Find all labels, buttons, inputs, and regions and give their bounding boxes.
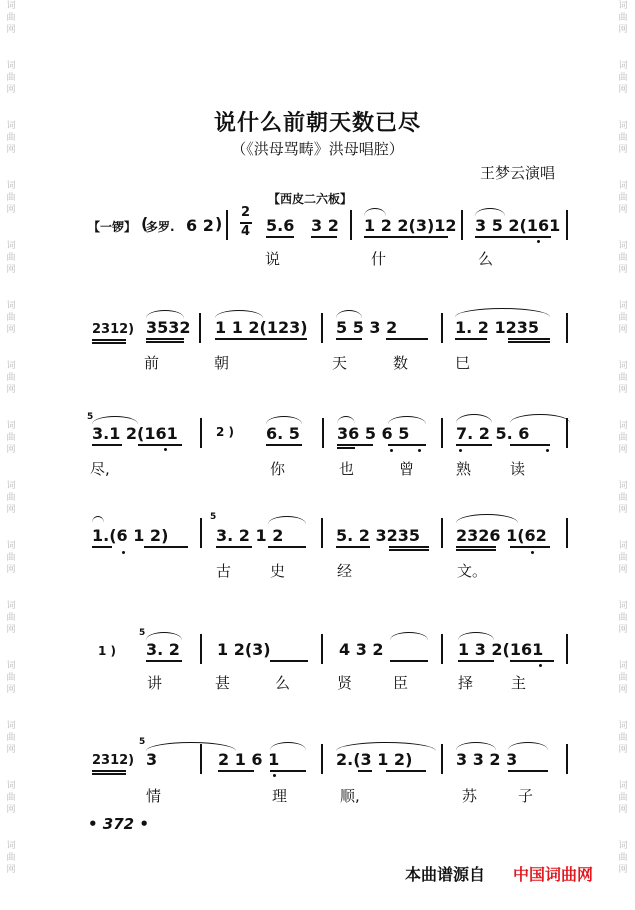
- notes: 1.(6 1 2): [92, 526, 169, 545]
- watermark-glyph: 词: [6, 481, 16, 491]
- watermark-stack: [4, 300, 18, 336]
- underline: [364, 236, 448, 238]
- lyric: 理: [272, 787, 288, 805]
- barline: [441, 518, 443, 548]
- watermark-glyph: 网: [618, 205, 628, 215]
- notes: 3 2: [311, 216, 339, 235]
- watermark-glyph: 词: [6, 1, 16, 11]
- watermark-glyph: 网: [6, 325, 16, 335]
- barline: [321, 313, 323, 343]
- watermark-glyph: 词: [6, 661, 16, 671]
- watermark-glyph: 网: [618, 265, 628, 275]
- watermark-stack: [4, 0, 18, 36]
- notes: 1. 2 1235: [455, 318, 540, 337]
- lyric: 天: [332, 354, 348, 372]
- lyric: 苏: [462, 787, 478, 805]
- lyric: 什: [371, 250, 387, 268]
- lyric: 臣: [393, 674, 409, 692]
- lyric: 么: [478, 250, 494, 268]
- watermark-glyph: 词: [6, 421, 16, 431]
- notes: 3 5 2(161: [475, 216, 561, 235]
- barline: [200, 634, 202, 664]
- watermark-glyph: 词: [6, 361, 16, 371]
- underline: [92, 773, 126, 775]
- watermark-glyph: 词: [618, 1, 628, 11]
- barline: [566, 313, 568, 343]
- watermark-stack: [616, 300, 630, 336]
- barline: [566, 418, 568, 448]
- watermark-glyph: 词: [618, 481, 628, 491]
- watermark-stack: [616, 360, 630, 396]
- low-dot: [164, 448, 167, 451]
- lyric: 经: [337, 562, 353, 580]
- watermark-glyph: 网: [6, 805, 16, 815]
- song-title: 说什么前朝天数已尽: [213, 111, 421, 136]
- grace-note: 5: [139, 737, 146, 747]
- song-subtitle: （《洪母骂畴》洪母唱腔）: [231, 140, 404, 158]
- watermark-stack: [4, 840, 18, 876]
- watermark-glyph: 曲: [6, 673, 16, 683]
- lyric: 巳: [455, 354, 471, 372]
- barline: [441, 634, 443, 664]
- watermark-glyph: 网: [618, 25, 628, 35]
- barline: [350, 210, 352, 240]
- watermark-glyph: 网: [618, 145, 628, 155]
- watermark-glyph: 网: [6, 205, 16, 215]
- barline: [200, 418, 202, 448]
- watermark-glyph: 网: [6, 505, 16, 515]
- barline: [441, 744, 443, 774]
- watermark-glyph: 曲: [6, 193, 16, 203]
- notes: 7. 2 5. 6: [456, 424, 530, 443]
- lyric: 么: [275, 674, 291, 692]
- underline: [389, 546, 429, 548]
- underline: [455, 338, 487, 340]
- lyric: 数: [393, 354, 409, 372]
- watermark-glyph: 词: [6, 721, 16, 731]
- underline: [144, 546, 188, 548]
- watermark-glyph: 网: [6, 265, 16, 275]
- underline: [268, 546, 306, 548]
- watermark-glyph: 网: [618, 565, 628, 575]
- watermark-glyph: 网: [6, 745, 16, 755]
- watermark-glyph: 网: [6, 145, 16, 155]
- watermark-stack: [4, 240, 18, 276]
- watermark-stack: [616, 180, 630, 216]
- lyric: 情: [146, 787, 162, 805]
- barline: [566, 518, 568, 548]
- slur: [455, 308, 550, 317]
- watermark-stack: [616, 240, 630, 276]
- lyric: 甚: [215, 674, 231, 692]
- lyric: 曾: [399, 460, 415, 478]
- watermark-glyph: 网: [618, 325, 628, 335]
- watermark-stack: [4, 360, 18, 396]
- underline: [358, 770, 372, 772]
- underline: [456, 549, 496, 551]
- underline: [475, 236, 551, 238]
- tempo-mark: 【西皮二六板】: [268, 192, 353, 206]
- watermark-glyph: 曲: [6, 133, 16, 143]
- underline: [218, 770, 254, 772]
- grace-note: 5: [210, 512, 217, 522]
- slur: [266, 416, 302, 424]
- watermark-glyph: 词: [618, 781, 628, 791]
- underline: [216, 546, 252, 548]
- watermark-stack: [4, 780, 18, 816]
- watermark-glyph: 词: [6, 61, 16, 71]
- watermark-glyph: 网: [6, 445, 16, 455]
- watermark-stack: [4, 540, 18, 576]
- underline: [266, 236, 294, 238]
- watermark-glyph: 网: [618, 745, 628, 755]
- watermark-stack: [616, 60, 630, 96]
- watermark-glyph: 曲: [618, 553, 628, 563]
- watermark-stack: [616, 780, 630, 816]
- lyric: 史: [270, 562, 286, 580]
- slur: [456, 742, 496, 750]
- lyric: 尽,: [90, 460, 110, 478]
- lyric: 择: [458, 674, 474, 692]
- notes: 3.1 2(161: [92, 424, 178, 443]
- notes: 3: [146, 750, 158, 769]
- watermark-glyph: 曲: [6, 493, 16, 503]
- barline: [199, 313, 201, 343]
- watermark-glyph: 网: [618, 385, 628, 395]
- watermark-glyph: 曲: [618, 193, 628, 203]
- watermark-glyph: 词: [618, 301, 628, 311]
- watermark-glyph: 网: [618, 805, 628, 815]
- watermark-glyph: 曲: [6, 853, 16, 863]
- watermark-glyph: 曲: [6, 553, 16, 563]
- underline: [92, 546, 112, 548]
- barline: [461, 210, 463, 240]
- source-label: 本曲谱源自: [405, 865, 486, 884]
- watermark-glyph: 曲: [6, 313, 16, 323]
- paren: ): [215, 214, 223, 233]
- lyric: 朝: [214, 354, 230, 372]
- slur: [510, 414, 570, 423]
- performer-credit: 王梦云演唱: [479, 164, 555, 182]
- notes: 3 3 2 3: [456, 750, 518, 769]
- time-signature-denominator: 4: [241, 224, 251, 239]
- notes: 2312): [92, 753, 135, 768]
- watermark-glyph: 词: [6, 121, 16, 131]
- watermark-glyph: 词: [6, 841, 16, 851]
- watermark-stack: [4, 60, 18, 96]
- slur: [215, 310, 263, 318]
- underline: [508, 341, 550, 343]
- watermark-stack: [616, 420, 630, 456]
- slur: [146, 632, 182, 640]
- underline: [266, 444, 302, 446]
- watermark-glyph: 词: [618, 241, 628, 251]
- dunluo-mark: 多罗.: [146, 220, 175, 234]
- notes: 2 ): [216, 425, 235, 439]
- watermark-glyph: 曲: [618, 313, 628, 323]
- slur: [268, 516, 306, 524]
- site-name: 中国词曲网: [513, 865, 594, 884]
- slur: [336, 742, 436, 751]
- notes: 5 5 3 2: [336, 318, 398, 337]
- watermark-glyph: 网: [618, 85, 628, 95]
- underline: [336, 546, 370, 548]
- notes: 2326 1(62: [456, 526, 547, 545]
- paren: (: [141, 214, 149, 233]
- watermark-glyph: 曲: [618, 613, 628, 623]
- watermark-stack: [4, 420, 18, 456]
- lyric: 顺,: [340, 787, 360, 805]
- watermark-glyph: 曲: [618, 373, 628, 383]
- notes: 2.(3 1 2): [336, 750, 413, 769]
- notes: 5. 2 3235: [336, 526, 421, 545]
- underline: [390, 660, 428, 662]
- watermark-stack: [4, 480, 18, 516]
- lyric: 也: [339, 460, 355, 478]
- notes: 1 1 2(123): [215, 318, 308, 337]
- watermark-stack: [616, 660, 630, 696]
- lyric: 读: [510, 460, 526, 478]
- watermark-glyph: 词: [618, 181, 628, 191]
- slur: [336, 310, 362, 318]
- barline: [441, 313, 443, 343]
- slur: [364, 208, 386, 216]
- watermark-glyph: 网: [6, 625, 16, 635]
- barline: [566, 634, 568, 664]
- underline: [215, 338, 307, 340]
- underline: [508, 338, 550, 340]
- watermark-glyph: 词: [618, 721, 628, 731]
- lyric: 你: [270, 460, 286, 478]
- watermark-glyph: 网: [6, 85, 16, 95]
- barline: [322, 418, 324, 448]
- watermark-glyph: 词: [618, 421, 628, 431]
- underline: [337, 447, 355, 449]
- slur: [337, 416, 355, 424]
- watermark-glyph: 曲: [618, 793, 628, 803]
- underline: [510, 444, 550, 446]
- watermark-stack: [4, 180, 18, 216]
- watermark-stack: [616, 840, 630, 876]
- underline: [508, 770, 548, 772]
- watermark-stack: [616, 540, 630, 576]
- watermark-glyph: 曲: [618, 13, 628, 23]
- watermark-glyph: 曲: [6, 793, 16, 803]
- watermark-glyph: 网: [6, 565, 16, 575]
- watermark-glyph: 网: [6, 685, 16, 695]
- underline: [386, 770, 426, 772]
- watermark-glyph: 曲: [618, 133, 628, 143]
- watermark-glyph: 曲: [618, 433, 628, 443]
- underline: [270, 660, 308, 662]
- notes: 6. 5: [266, 424, 300, 443]
- watermark-glyph: 曲: [6, 613, 16, 623]
- underline: [146, 341, 184, 343]
- underline: [146, 660, 182, 662]
- time-signature-numerator: 2: [241, 205, 251, 220]
- underline: [337, 444, 373, 446]
- notes: 3. 2 1 2: [216, 526, 284, 545]
- notes: 1 ): [98, 644, 117, 658]
- watermark-glyph: 词: [618, 841, 628, 851]
- underline: [146, 338, 184, 340]
- watermark-glyph: 曲: [6, 253, 16, 263]
- underline: [388, 444, 426, 446]
- low-dot: [537, 240, 540, 243]
- barline: [566, 744, 568, 774]
- barline: [321, 634, 323, 664]
- underline: [458, 660, 494, 662]
- watermark-glyph: 网: [6, 865, 16, 875]
- grace-note: 5: [139, 628, 146, 638]
- low-dot: [459, 449, 462, 452]
- low-dot: [122, 551, 125, 554]
- watermark-stack: [616, 0, 630, 36]
- underline: [510, 546, 550, 548]
- watermark-glyph: 词: [6, 541, 16, 551]
- watermark-glyph: 网: [618, 865, 628, 875]
- watermark-glyph: 曲: [6, 433, 16, 443]
- watermark-glyph: 网: [618, 445, 628, 455]
- underline: [311, 236, 337, 238]
- slur: [146, 310, 184, 318]
- watermark-glyph: 曲: [6, 13, 16, 23]
- underline: [92, 339, 126, 341]
- low-dot: [531, 551, 534, 554]
- barline: [566, 210, 568, 240]
- watermark-glyph: 曲: [618, 73, 628, 83]
- watermark-stack: [616, 600, 630, 636]
- watermark-glyph: 网: [6, 385, 16, 395]
- lyric: 说: [265, 250, 281, 268]
- watermark-glyph: 词: [6, 181, 16, 191]
- underline: [270, 770, 306, 772]
- underline: [92, 444, 122, 446]
- underline: [386, 338, 428, 340]
- slur: [270, 742, 306, 750]
- lyric: 贤: [337, 674, 353, 692]
- low-dot: [273, 774, 276, 777]
- watermark-stack: [4, 720, 18, 756]
- underline: [510, 660, 554, 662]
- watermark-glyph: 词: [618, 361, 628, 371]
- notes: 1 3 2(161: [458, 640, 544, 659]
- watermark-glyph: 词: [6, 781, 16, 791]
- low-dot: [546, 449, 549, 452]
- watermark-glyph: 曲: [6, 373, 16, 383]
- watermark-glyph: 词: [6, 301, 16, 311]
- slur: [458, 632, 494, 640]
- underline: [92, 770, 126, 772]
- underline: [456, 444, 492, 446]
- slur: [456, 514, 518, 523]
- slur: [92, 516, 104, 523]
- barline: [226, 210, 228, 240]
- watermark-glyph: 词: [618, 121, 628, 131]
- low-dot: [539, 664, 542, 667]
- slur: [388, 416, 426, 424]
- barline: [321, 518, 323, 548]
- watermark-glyph: 词: [6, 241, 16, 251]
- watermark-glyph: 词: [618, 541, 628, 551]
- notes: 2 1 6 1: [218, 750, 280, 769]
- lyric: 熟: [456, 460, 472, 478]
- slur: [456, 414, 492, 423]
- watermark-glyph: 词: [6, 601, 16, 611]
- watermark-glyph: 词: [618, 601, 628, 611]
- watermark-glyph: 曲: [618, 493, 628, 503]
- watermark-glyph: 词: [618, 661, 628, 671]
- watermark-glyph: 词: [618, 61, 628, 71]
- barline: [441, 418, 443, 448]
- notes: 5.6: [266, 216, 295, 235]
- low-dot: [390, 449, 393, 452]
- underline: [456, 546, 496, 548]
- lyric: 讲: [147, 674, 163, 692]
- opening-mark: 【一锣】: [88, 220, 137, 234]
- watermark-stack: [616, 480, 630, 516]
- notes: 4 3 2: [339, 640, 384, 659]
- notes: 3532: [146, 318, 191, 337]
- watermark-glyph: 曲: [618, 253, 628, 263]
- low-dot: [418, 449, 421, 452]
- page-number: • 372 •: [88, 815, 149, 833]
- lyric: 古: [216, 562, 232, 580]
- notes: 1 2(3): [217, 640, 271, 659]
- watermark-glyph: 曲: [6, 73, 16, 83]
- watermark-glyph: 曲: [618, 673, 628, 683]
- notes: 2312): [92, 322, 135, 337]
- watermark-stack: [616, 720, 630, 756]
- lyric: 子: [518, 787, 534, 805]
- lyric: 主: [511, 674, 527, 692]
- slur: [390, 632, 428, 640]
- slur: [92, 416, 138, 424]
- underline: [92, 342, 126, 344]
- lyric: 前: [144, 354, 160, 372]
- watermark-glyph: 曲: [618, 733, 628, 743]
- watermark-stack: [4, 600, 18, 636]
- watermark-glyph: 网: [6, 25, 16, 35]
- notes: 1 2 2(3)12: [364, 216, 457, 235]
- watermark-glyph: 网: [618, 505, 628, 515]
- underline: [389, 549, 429, 551]
- watermark-glyph: 网: [618, 685, 628, 695]
- watermark-glyph: 曲: [6, 733, 16, 743]
- lyric: 文。: [457, 562, 488, 580]
- barline: [321, 744, 323, 774]
- notes: 3. 2: [146, 640, 180, 659]
- underline: [336, 338, 362, 340]
- barline: [200, 518, 202, 548]
- grace-note: 5: [87, 412, 94, 422]
- watermark-glyph: 网: [618, 625, 628, 635]
- barline: [200, 744, 202, 774]
- notes: 6 2: [186, 216, 214, 235]
- underline: [138, 444, 182, 446]
- slur: [508, 742, 548, 750]
- watermark-glyph: 曲: [618, 853, 628, 863]
- watermark-stack: [4, 660, 18, 696]
- slur: [475, 208, 505, 216]
- notes: 36 5 6 5: [337, 424, 410, 443]
